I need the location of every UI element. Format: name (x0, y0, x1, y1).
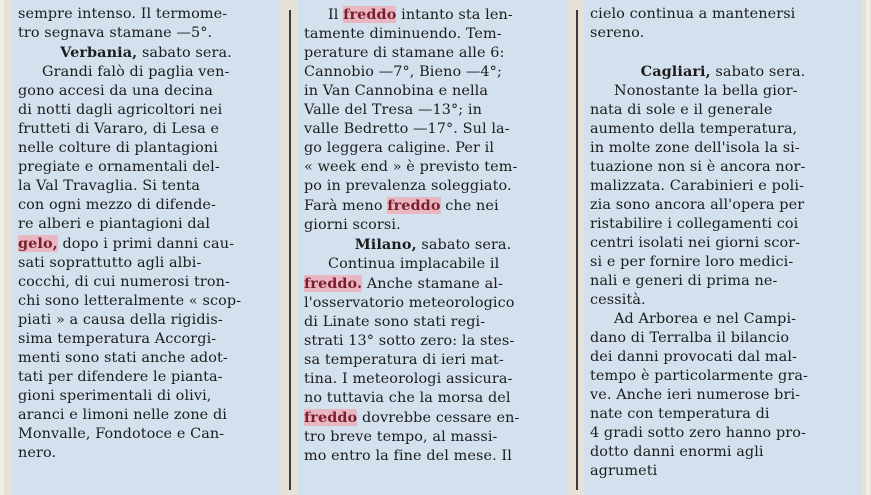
text-line (18, 5, 274, 24)
text-line (590, 82, 856, 101)
line-text: ristabilire i collegamenti coi (590, 216, 799, 232)
line-text: Cannobio —7°, Bieno —4°; (304, 64, 502, 80)
line-text: giorni scorsi. (304, 217, 401, 233)
text-line (18, 425, 274, 444)
text-line (18, 273, 274, 292)
text-line (18, 101, 274, 120)
text-line (18, 368, 274, 387)
text-line (18, 196, 274, 215)
text-line (590, 120, 856, 139)
line-text: gioni sperimentali di olivi, (18, 388, 212, 404)
highlighted-word: gelo, (18, 235, 58, 252)
line-text: Nonostante la bella gior- (614, 83, 798, 99)
line-text: Il (328, 7, 344, 23)
text-line (590, 386, 856, 405)
article-column-2 (298, 0, 568, 495)
line-text: strati 13° sotto zero: la stes- (304, 333, 515, 349)
line-text: sempre intenso. Il termome- (18, 6, 228, 22)
line-text: sabato sera. (137, 45, 232, 61)
text-line (18, 139, 274, 158)
line-text: con ogni mezzo di difende- (18, 197, 216, 213)
text-line (590, 177, 856, 196)
line-text: dotto danni enormi agli (590, 444, 764, 460)
text-line (18, 63, 274, 82)
text-line (304, 82, 562, 101)
text-line (304, 332, 562, 351)
text-line (18, 158, 274, 177)
line-text: in Van Cannobina e nella (304, 83, 489, 99)
line-text: nelle colture di plantagioni (18, 140, 218, 156)
text-line (18, 82, 274, 101)
line-text: po in prevalenza soleggiato. (304, 178, 512, 194)
line-text: agrumeti (590, 463, 658, 479)
line-text: perature di stamane alle 6: (304, 45, 505, 61)
text-line (304, 216, 562, 235)
line-text: si e per fornire loro medici- (590, 254, 794, 270)
text-line (304, 25, 562, 44)
line-text: Farà meno (304, 198, 388, 214)
text-line (18, 24, 274, 43)
text-line (304, 177, 562, 196)
line-text: di Linate sono stati regi- (304, 314, 486, 330)
line-text: no tuttavia che la morsa del (304, 390, 511, 406)
line-text: tro breve tempo, al massi- (304, 429, 498, 445)
text-line (18, 387, 274, 406)
line-text: sati soprattutto agli albi- (18, 255, 202, 271)
line-text: la Val Travaglia. Si tenta (18, 178, 201, 194)
line-text: menti sono stati anche adot- (18, 350, 228, 366)
text-line (304, 5, 562, 25)
text-line (304, 351, 562, 370)
line-text: pregiate e ornamentali del- (18, 159, 220, 175)
dateline-place: Verbania, (60, 44, 138, 61)
dateline-place: Cagliari, (640, 63, 711, 80)
text-line (18, 177, 274, 196)
text-line (304, 389, 562, 408)
text-line (590, 310, 856, 329)
line-text: Ad Arborea e nel Campi- (614, 311, 797, 327)
text-line (304, 408, 562, 428)
dateline (590, 62, 856, 82)
article-column-3 (584, 0, 862, 495)
line-text: 4 gradi sotto zero hanno pro- (590, 425, 806, 441)
line-text: tro segnava stamane —5°. (18, 25, 213, 41)
text-line (18, 311, 274, 330)
text-line (304, 44, 562, 63)
text-line (304, 196, 562, 216)
line-text: di notti dagli agricoltori nei (18, 102, 223, 118)
text-line (304, 313, 562, 332)
text-line (304, 294, 562, 313)
text-line (590, 272, 856, 291)
line-text: cielo continua a mantenersi (590, 6, 796, 22)
line-text: ve. Anche ieri numerose bri- (590, 387, 801, 403)
line-text: centri isolati nei giorni scor- (590, 235, 801, 251)
text-line (18, 254, 274, 273)
text-line (590, 139, 856, 158)
line-text: nata di sole e il generale (590, 102, 773, 118)
line-text: sabato sera. (710, 64, 806, 80)
line-text: Valle del Tresa —13°; in (304, 102, 482, 118)
line-text: che nei (440, 198, 499, 214)
highlighted-word: freddo (387, 197, 441, 214)
line-text: in molte zone dell'isola la si- (590, 140, 800, 156)
text-line (590, 24, 856, 43)
line-text: Monvalle, Fondotoce e Can- (18, 426, 225, 442)
line-text: re alberi e piantagioni dal (18, 216, 211, 232)
line-text: chi sono letteralmente « scop- (18, 293, 242, 309)
line-text: tina. I meteorologi assicura- (304, 371, 513, 387)
line-text: mo entro la fine del mese. Il (304, 448, 512, 464)
line-text: tamente diminuendo. Tem- (304, 26, 502, 42)
dateline (18, 43, 274, 63)
line-text: intanto sta len- (396, 7, 513, 23)
line-text: sima temperatura Accorgi- (18, 331, 217, 347)
line-text: sabato sera. (416, 237, 512, 253)
line-text: « week end » è previsto tem- (304, 159, 518, 175)
line-text: Anche stamane al- (362, 276, 503, 292)
text-line (590, 405, 856, 424)
text-line (18, 330, 274, 349)
line-text: Continua implacabile il (328, 256, 500, 272)
line-text: dovrebbe cessare en- (357, 410, 520, 426)
text-line (590, 291, 856, 310)
line-text: tempo è particolarmente gra- (590, 368, 808, 384)
line-text: l'osservatorio meteorologico (304, 295, 515, 311)
text-line (304, 255, 562, 274)
line-text: frutteti di Vararo, di Lesa e (18, 121, 220, 137)
line-text: sereno. (590, 25, 645, 41)
text-line (590, 367, 856, 386)
line-text: malizzata. Carabinieri e poli- (590, 178, 805, 194)
text-line (18, 406, 274, 425)
column-rule (576, 10, 578, 490)
text-line (18, 215, 274, 234)
article-column-1 (12, 0, 280, 495)
text-line (590, 329, 856, 348)
column-rule (289, 10, 291, 490)
text-line (590, 234, 856, 253)
highlighted-word: freddo. (304, 275, 363, 292)
line-text: go leggera caligine. Per il (304, 140, 495, 156)
line-text: aranci e limoni nelle zone di (18, 407, 227, 423)
line-text: dopo i primi danni cau- (57, 236, 235, 252)
line-text: nali e generi di prima ne- (590, 273, 778, 289)
text-line (590, 348, 856, 367)
line-text: dano di Terralba il bilancio (590, 330, 790, 346)
line-text: gono accesi da una decina (18, 83, 213, 99)
line-text: cocchi, di cui numerosi tron- (18, 274, 230, 290)
line-text: nero. (18, 445, 57, 461)
text-line (590, 43, 856, 62)
line-text: tuazione non si è ancora nor- (590, 159, 806, 175)
text-line (304, 447, 562, 466)
text-line (18, 234, 274, 254)
text-line (304, 370, 562, 389)
text-line (590, 215, 856, 234)
highlighted-word: freddo (304, 409, 358, 426)
text-line (590, 158, 856, 177)
text-line (18, 349, 274, 368)
text-line (18, 444, 274, 463)
line-text: piati » a causa della rigidis- (18, 312, 223, 328)
text-line (304, 274, 562, 294)
text-line (304, 158, 562, 177)
line-text: tati per difendere le pianta- (18, 369, 223, 385)
text-line (304, 101, 562, 120)
text-line (304, 120, 562, 139)
text-line (304, 139, 562, 158)
line-text: valle Bedretto —17°. Sul la- (304, 121, 510, 137)
text-line (590, 196, 856, 215)
line-text: dei danni provocati dal mal- (590, 349, 798, 365)
text-line (590, 5, 856, 24)
text-line (590, 424, 856, 443)
text-line (18, 292, 274, 311)
text-line (304, 428, 562, 447)
line-text: nate con temperatura di (590, 406, 770, 422)
dateline (304, 235, 562, 255)
text-line (590, 253, 856, 272)
line-text: sa temperatura di ieri mat- (304, 352, 504, 368)
text-line (590, 462, 856, 481)
dateline-place: Milano, (354, 236, 417, 253)
line-text: aumento della temperatura, (590, 121, 798, 137)
text-line (304, 63, 562, 82)
text-line (590, 101, 856, 120)
line-text: zia sono ancora all'opera per (590, 197, 805, 213)
text-line (590, 443, 856, 462)
text-line (18, 120, 274, 139)
highlighted-word: freddo (343, 6, 397, 23)
line-text: cessità. (590, 292, 646, 308)
line-text: Grandi falò di paglia ven- (42, 64, 230, 80)
